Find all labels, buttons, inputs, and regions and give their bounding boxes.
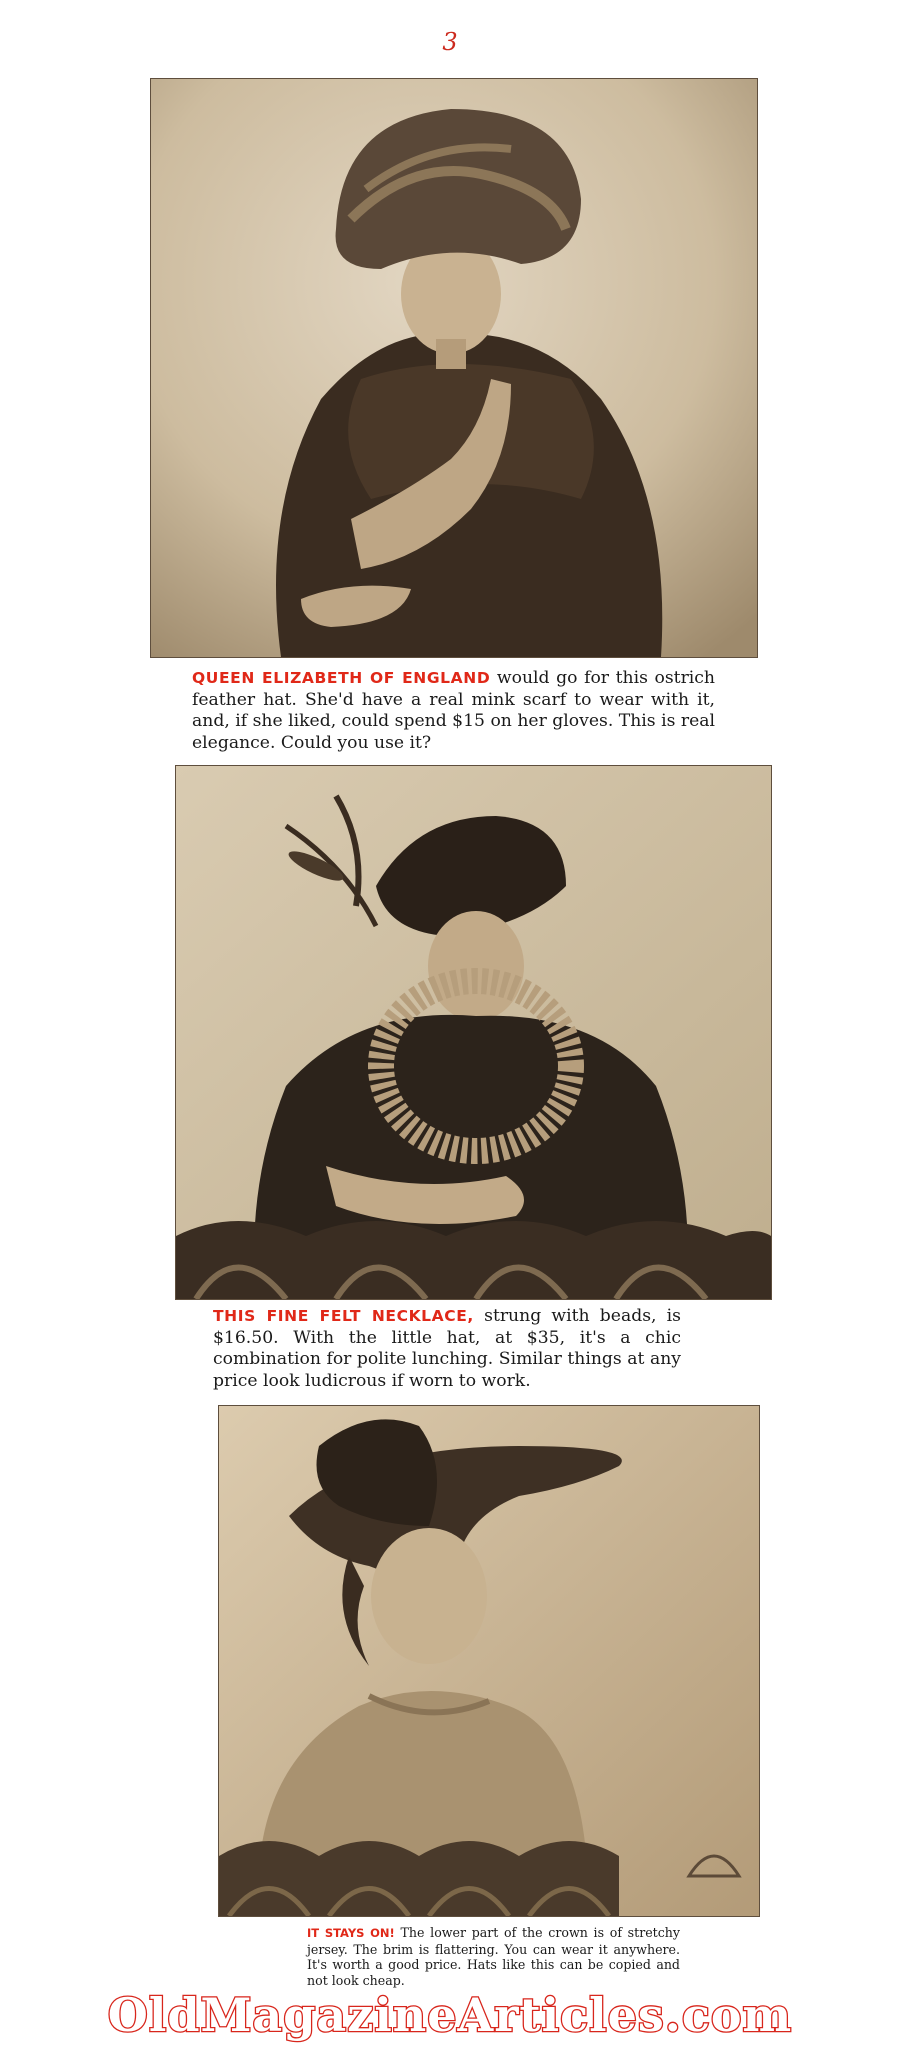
caption-feather-hat	[192, 668, 715, 754]
caption-lead: QUEEN ELIZABETH OF ENGLAND	[192, 669, 491, 687]
site-watermark-text: OldMagazineArticles.com	[107, 1988, 793, 2042]
caption-body: The lower part of the crown is of stretchy jersey. The brim is flattering. You can wear it anywhere. It's worth a good price. Hats like this can be copied and not look cheap.	[307, 1925, 681, 1988]
site-watermark	[0, 1985, 900, 2045]
caption-lead: THIS FINE FELT NECKLACE,	[213, 1307, 474, 1325]
caption-body: would go for this ostrich feather hat. She'd have a real mink scarf to wear with it, and, if she liked, could spend $15 on her gloves. This is real elegance. Could you use it?	[192, 668, 715, 753]
photo-feather-hat	[150, 78, 758, 658]
caption-felt-necklace	[213, 1306, 681, 1392]
caption-body: strung with beads, is $16.50. With the little hat, at $35, it's a chic combination for polite lunching. Similar things at any price look ludicrous if worn to work.	[213, 1306, 681, 1391]
page-number: 3	[442, 28, 458, 56]
caption-lead: IT STAYS ON!	[307, 1926, 395, 1940]
photo-felt-necklace	[175, 765, 772, 1300]
photo-wide-brim-hat	[218, 1405, 760, 1917]
caption-wide-brim-hat	[307, 1925, 680, 1988]
